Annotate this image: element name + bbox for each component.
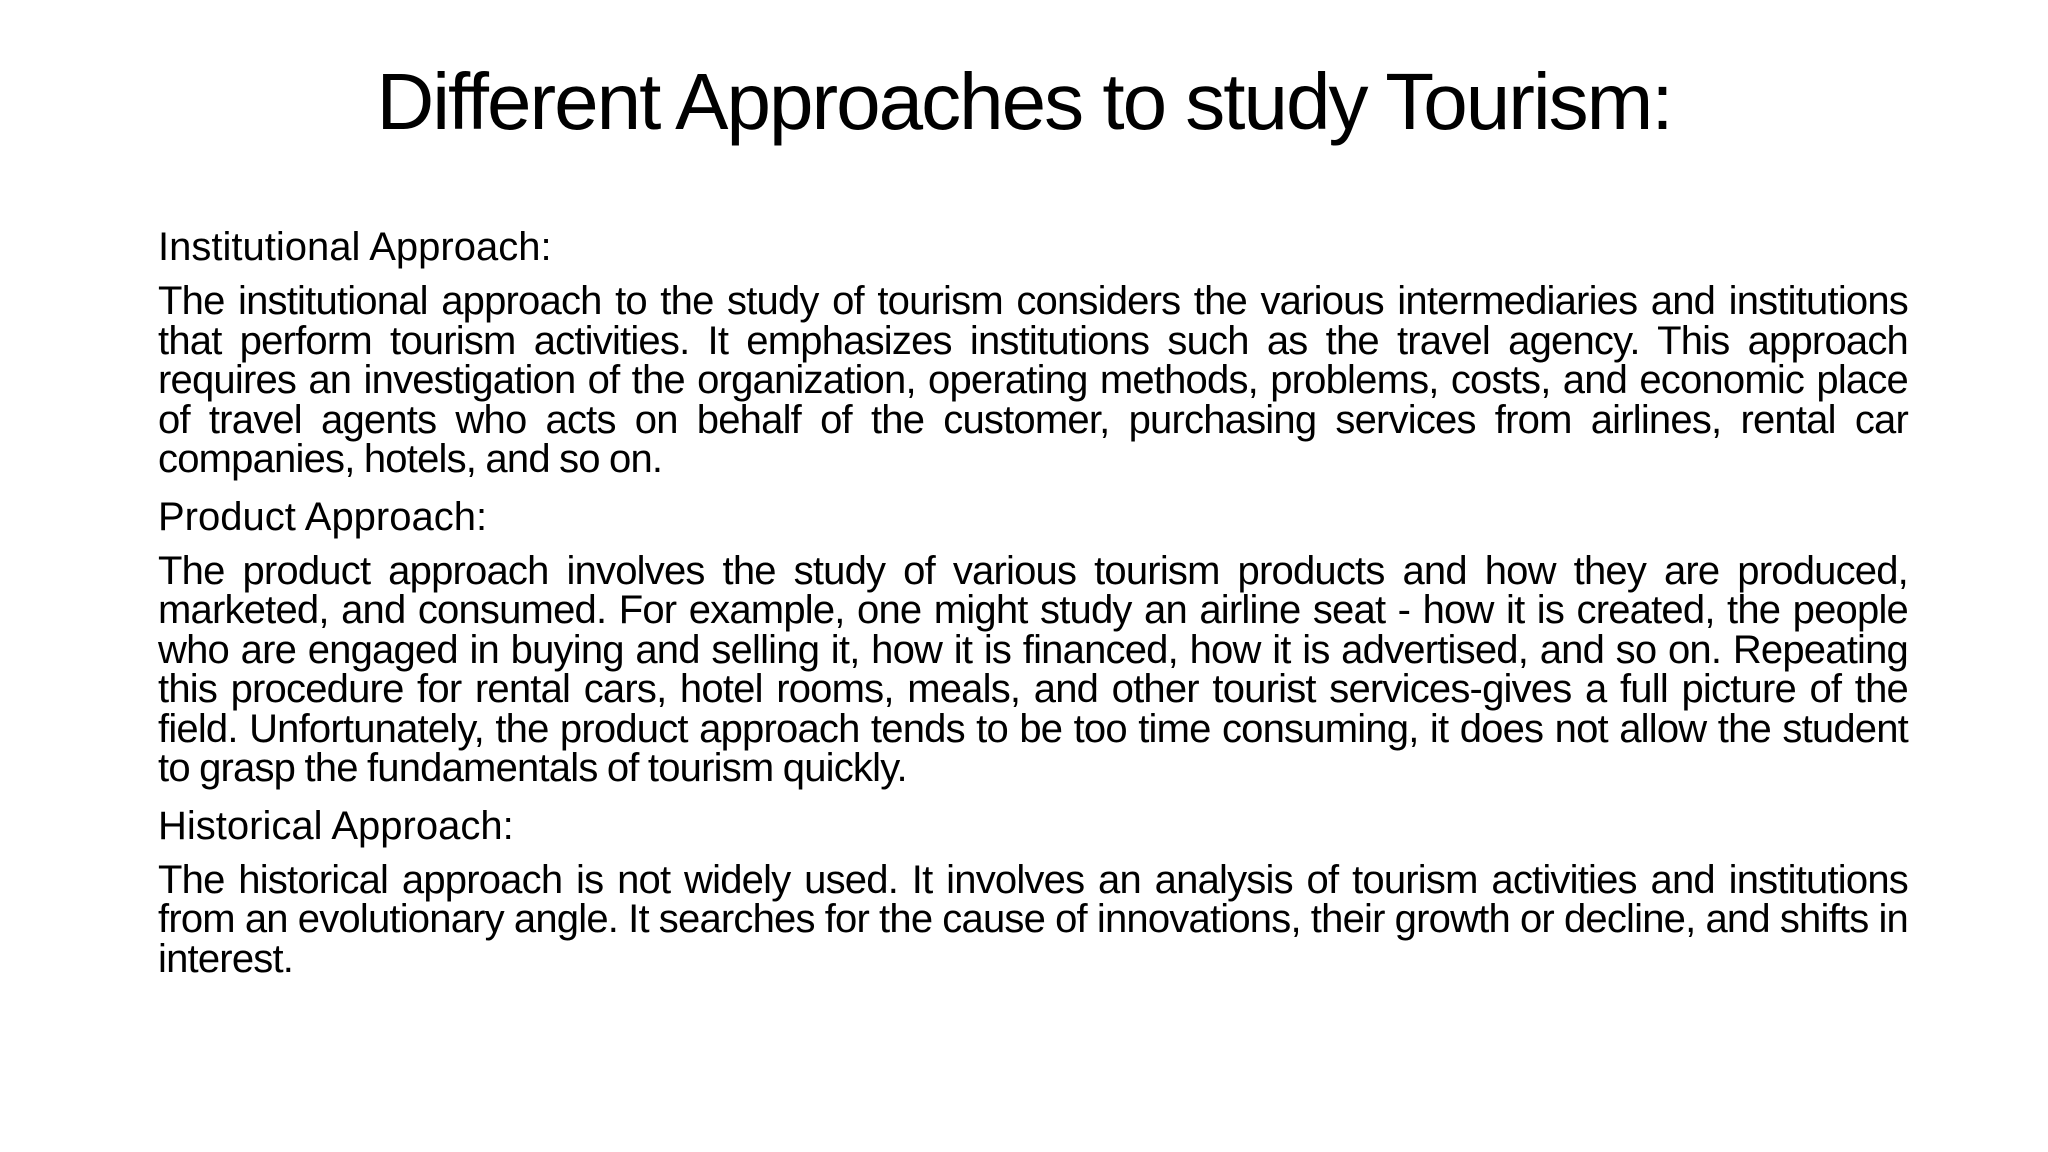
slide-title: Different Approaches to study Tourism: [376,57,1672,146]
section-heading-historical: Historical Approach: [158,803,514,848]
section-body-historical: The historical approach is not widely used. It involves an analysis of tourism activities and institutions from an evolutionary angle. It searches for the cause of innovations, their growth or decline, and shifts in interest. [158,857,1908,981]
section-heading-institutional: Institutional Approach: [158,225,552,269]
slide-content [158,222,1908,991]
section-body-product: The product approach involves the study of various tourism products and how they are produced, marketed, and consumed. For example, one might study an airline seat - how it is created, the people who are engaged in buying and selling it, how it is financed, how it is advertised, and so on. Repeating this procedure for rental cars, hotel rooms, meals, and other tourist services-gives a full picture of the field. Unfortunately, the product approach tends to be too time consuming, it does not allow the student to grasp the fundamentals of tourism quickly. [158,548,1908,790]
section-heading-product: Product Approach: [158,494,488,539]
section-body-institutional: The institutional approach to the study of tourism considers the various intermediaries and institutions that perform tourism activities. It emphasizes institutions such as the travel agency. This approach requires an investigation of the organization, operating methods, problems, costs, and economic place of travel agents who acts on behalf of the customer, purchasing services from airlines, rental car companies, hotels, and so on. [158,279,1908,481]
